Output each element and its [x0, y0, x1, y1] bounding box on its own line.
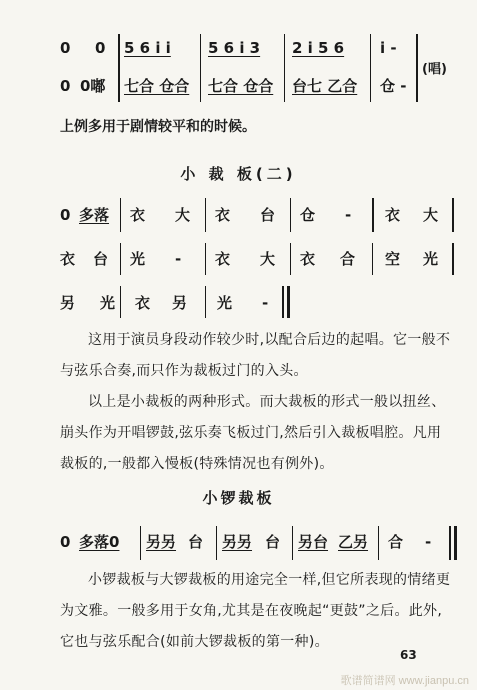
barline — [452, 198, 454, 232]
score2-r2-c6: 衣 — [300, 250, 316, 268]
section-3-title: 小锣裁板 — [202, 489, 275, 507]
score3-c0: 0 — [60, 533, 71, 551]
score1-r2-c1: 0嘟 — [80, 77, 106, 95]
score2-r3-c3: 另 — [172, 294, 188, 312]
score3-c3: 台 — [188, 533, 204, 551]
score3-c9: - — [425, 533, 432, 551]
barline — [140, 526, 141, 560]
score1-r2-c3: 七合 仓合 — [208, 77, 274, 95]
score1-r1-c3: 5 6 i 3 — [208, 39, 261, 57]
barline — [372, 243, 373, 275]
score2-r2-c9: 光 — [423, 250, 439, 268]
score3-c7: 乙另 — [338, 533, 369, 551]
barline — [452, 243, 454, 275]
barline — [200, 34, 201, 102]
score2-r1-c7: - — [345, 206, 352, 224]
score1-r2-c5: 仓 - — [380, 77, 407, 95]
barline — [205, 243, 206, 275]
score2-r3-c4: 光 — [217, 294, 233, 312]
score2-r2-c1: 台 — [93, 250, 109, 268]
barline — [120, 198, 121, 232]
barline — [205, 198, 206, 232]
paragraph-2b: 以上是小裁板的两种形式。而大裁板的形式一般以扭丝、崩头作为开唱锣鼓,弦乐奏飞板过门,然后引入裁板唱腔。凡用裁板的,一般都入慢板(特殊情况也有例外)。 — [60, 394, 446, 472]
barline — [284, 34, 285, 102]
barline — [416, 34, 418, 102]
score3-c6: 另台 — [298, 533, 329, 551]
barline — [370, 34, 371, 102]
score2-r3-c2: 衣 — [135, 294, 151, 312]
score2-r1-c5: 台 — [260, 206, 276, 224]
paragraph-3: 小锣裁板与大锣裁板的用途完全一样,但它所表现的情绪更为文雅。一般多用于女角,尤其是在夜晚起“更鼓”之后。此外,它也与弦乐配合(如前大锣裁板的第一种)。 — [60, 572, 451, 650]
score2-r1-c4: 衣 — [215, 206, 231, 224]
barline — [205, 286, 206, 318]
barline — [120, 286, 121, 318]
score2-r2-c3: - — [175, 250, 182, 268]
score1-r2-c0: 0 — [60, 77, 71, 95]
score1-r1-c1: 0 — [95, 39, 106, 57]
score1-r1-c0: 0 — [60, 39, 71, 57]
score2-r2-c2: 光 — [130, 250, 146, 268]
score1-r1-c2: 5 6 i i — [124, 39, 171, 57]
watermark: 歌谱简谱网 www.jianpu.cn — [340, 675, 469, 687]
singing-mark: (唱) — [422, 62, 447, 77]
score2-r1-c9: 大 — [423, 206, 439, 224]
score1-r2-c2: 七合 仓合 — [124, 77, 190, 95]
score2-r3-c0: 另 — [60, 294, 76, 312]
barline — [292, 526, 293, 560]
paragraph-2a: 这用于演员身段动作较少时,以配合后边的起唱。它一般不与弦乐合奏,而只作为裁板过门的入头。 — [60, 332, 451, 379]
barline — [216, 526, 217, 560]
score3-c5: 台 — [265, 533, 281, 551]
score3-c8: 合 — [388, 533, 404, 551]
score2-r1-c8: 衣 — [385, 206, 401, 224]
score3-c2: 另另 — [146, 533, 177, 551]
score3-c4: 另另 — [222, 533, 253, 551]
note-1: 上例多用于剧情较平和的时候。 — [60, 119, 256, 135]
score3-c1: 多落0 — [79, 533, 120, 551]
score2-r1-c6: 仓 — [300, 206, 316, 224]
score2-r2-c7: 合 — [340, 250, 356, 268]
final-barline — [454, 526, 457, 560]
barline — [120, 243, 121, 275]
score2-r2-c0: 衣 — [60, 250, 76, 268]
barline — [290, 243, 291, 275]
score1-r1-c5: i - — [380, 39, 397, 57]
barline — [378, 526, 379, 560]
score2-r3-c1: 光 — [100, 294, 116, 312]
score1-r1-c4: 2 i 5 6 — [292, 39, 345, 57]
barline — [372, 198, 374, 232]
final-barline — [282, 286, 284, 318]
score2-r1-c3: 大 — [175, 206, 191, 224]
page-number: 63 — [400, 648, 417, 662]
score2-r1-c2: 衣 — [130, 206, 146, 224]
score2-r2-c8: 空 — [385, 250, 401, 268]
final-barline — [449, 526, 451, 560]
barline — [118, 34, 120, 102]
score2-r2-c5: 大 — [260, 250, 276, 268]
score2-r1-c0: 0 — [60, 206, 71, 224]
final-barline — [287, 286, 290, 318]
score2-r3-c5: - — [262, 294, 269, 312]
section-2-title: 小 裁 板(二) — [180, 165, 297, 183]
score2-r2-c4: 衣 — [215, 250, 231, 268]
score2-r1-c1: 多落 — [79, 206, 110, 224]
barline — [290, 198, 291, 232]
score1-r2-c4: 台七 乙合 — [292, 77, 358, 95]
